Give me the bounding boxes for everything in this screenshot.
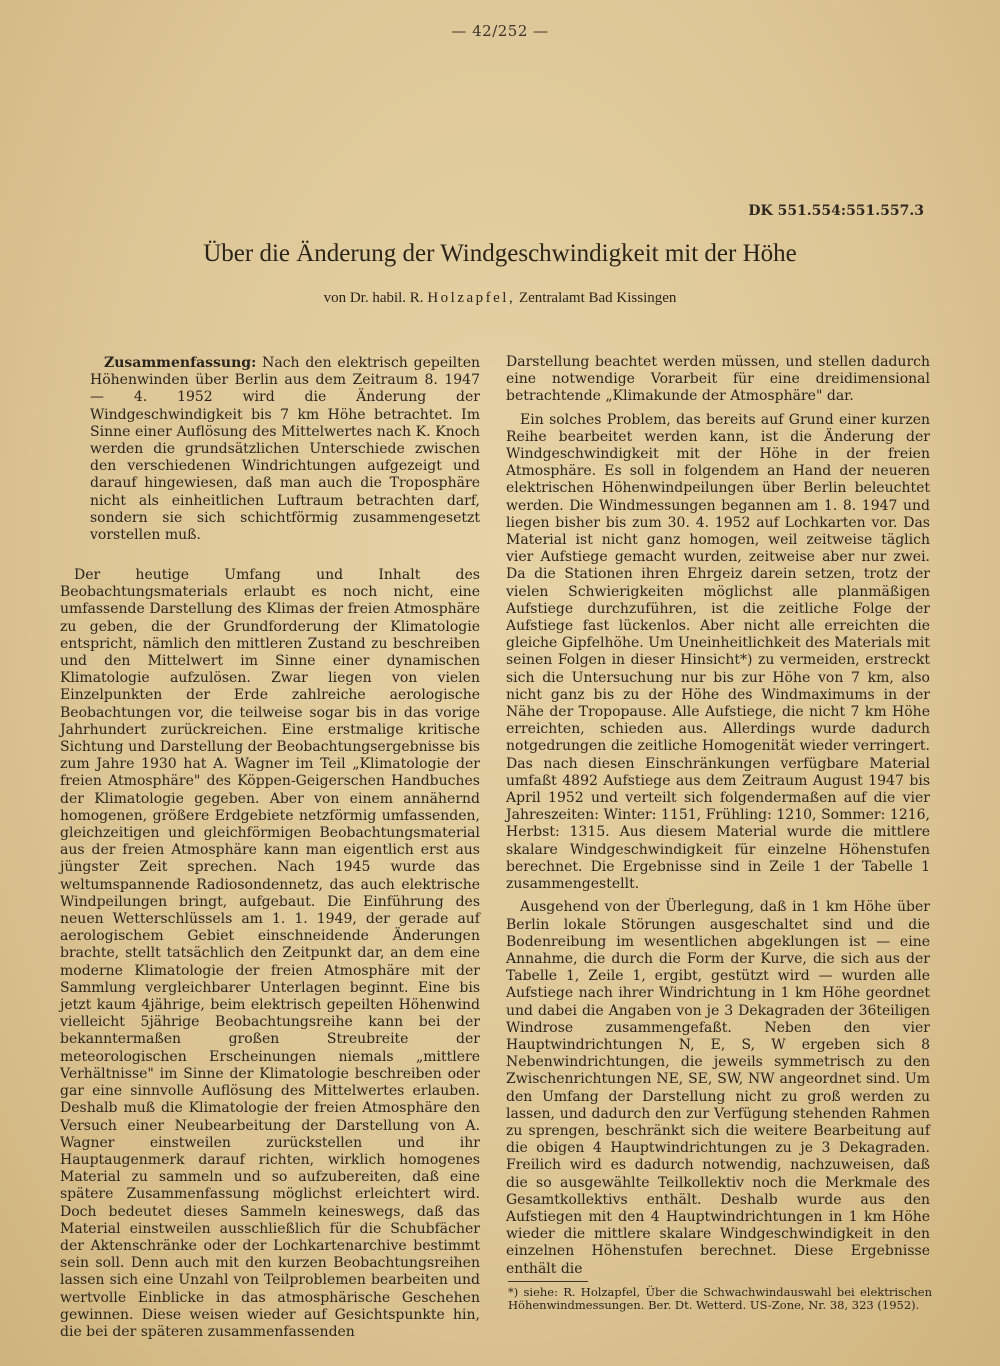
author-affiliation: Zentralamt Bad Kissingen (518, 290, 677, 306)
article-title: Über die Änderung der Windgeschwindigkeit mit der Höhe (203, 240, 797, 267)
author-prefix: von Dr. habil. R. (323, 290, 424, 306)
summary-block (60, 355, 480, 544)
author-line (0, 290, 1000, 307)
dk-classification: DK 551.554:551.557.3 (748, 203, 924, 219)
footnote-rule (508, 1281, 588, 1282)
footnote: *) siehe: R. Holzapfel, Über die Schwachwindauswahl bei elektrischen Höhenwindmessungen. Ber. Dt. Wetterd. US-Zone, Nr. 38, 323 (1952). (508, 1285, 932, 1312)
body-paragraph: Ein solches Problem, das bereits auf Grund einer kurzen Reihe bearbeitet werden kann, ist die Änderung der Windgeschwindigkeit mit der Höhe in der freien Atmosphäre. Es soll in folgendem an Hand der neueren elektrischen Höhenwindpeilungen über Berlin beleuchtet werden. Die Windmessungen begannen am 1. 8. 1947 und liegen bisher bis zum 30. 4. 1952 auf Lochkarten vor. Das Material ist nicht ganz homogen, weil zeitweise täglich vier Aufstiege gemacht wurden, zeitweise aber nur zwei. Da die Stationen ihren Ehrgeiz darein setzen, trotz der vielen Schwierigkeiten möglichst alle planmäßigen Aufstiege durchzuführen, ist die zeitliche Folge der Aufstiege fast lückenlos. Aber nicht alle erreichten die gleiche Gipfelhöhe. Um Uneinheitlichkeit des Materials mit seinen Folgen in dieser Hinsicht*) zu vermeiden, erstreckt sich die Untersuchung nur bis zur Höhe von 7 km, also nicht ganz bis zu der Höhe des Windmaximums in der Nähe der Tropopause. Alle Aufstiege, die nicht 7 km Höhe erreichten, schieden aus. Allerdings wurde dadurch notgedrungen die zeitliche Homogenität wieder verringert. Das nach diesen Einschränkungen verfügbare Material umfaßt 4892 Aufstiege aus dem Zeitraum August 1947 bis April 1952 und verteilt sich folgendermaßen auf die vier Jahreszeiten: Winter: 1151, Frühling: 1210, Sommer: 1216, Herbst: 1315. Aus diesem Material wurde die mittlere skalare Windgeschwindigkeit für einzelne Höhenstufen berechnet. Die Ergebnisse sind in Zeile 1 der Tabelle 1 zusammengestellt. (506, 411, 930, 893)
body-paragraph: Ausgehend von der Überlegung, daß in 1 km Höhe über Berlin lokale Störungen ausgeschaltet sind und die Bodenreibung im wesentlichen abgeklungen ist — eine Annahme, die durch die Form der Kurve, die sich aus der Tabelle 1, Zeile 1, ergibt, gestützt wird — wurden alle Aufstiege nach ihrer Windrichtung in 1 km Höhe geordnet und dabei die Angaben von je 3 Dekagraden der 36teiligen Windrose zusammengefaßt. Neben den vier Hauptwindrichtungen N, E, S, W ergeben sich 8 Nebenwindrichtungen, die jeweils symmetrisch zu den Zwischenrichtungen NE, SE, SW, NW angeordnet sind. Um den Umfang der Darstellung nicht zu groß werden zu lassen, und dadurch den zur Verfügung stehenden Rahmen zu sprengen, beschränkt sich die weitere Bearbeitung auf die obigen 4 Hauptwindrichtungen zu je 3 Dekagraden. Freilich wird es dadurch notwendig, nachzuweisen, daß die so ausgewählte Teilkollektiv noch die Merkmale des Gesamtkollektivs enthält. Deshalb wurde aus den Aufstiegen mit den 4 Hauptwindrichtungen in 1 km Höhe wieder die mittlere skalare Windgeschwindigkeit in den einzelnen Höhenstufen berechnet. Diese Ergebnisse enthält die (506, 899, 930, 1277)
summary-text: Nach den elektrisch gepeilten Höhenwinden über Berlin aus dem Zeitraum 8. 1947 — 4. 1952 wird die Änderung der Windgeschwindigkeit bis 7 km Höhe betrachtet. Im Sinne einer Auflösung des Mittelwertes nach K. Knoch werden die grundsätzlichen Unterschiede zwischen den verschiedenen Windrichtungen aufgezeigt und darauf hingewiesen, daß man auch die Troposphäre nicht als einheitlichen Luftraum betrachten darf, sondern sie sich schichtförmig zusammengesetzt vorstellen muß. (90, 355, 480, 544)
right-column (506, 354, 930, 1278)
summary-label: Zusammenfassung: (104, 355, 257, 371)
page-number: — 42/252 — (451, 22, 549, 40)
left-column (60, 567, 480, 1341)
author-name: Holzapfel, (427, 290, 516, 306)
body-paragraph: Der heutige Umfang und Inhalt des Beobachtungsmaterials erlaubt es noch nicht, eine umfassende Darstellung des Klimas der freien Atmosphäre zu geben, die der Grundforderung der Klimatologie entspricht, nämlich den mittleren Zustand zu beschreiben und den Mittelwert im Sinne einer dynamischen Klimatologie aufzulösen. Zwar liegen von vielen Einzelpunkten der Erde zahlreiche aerologische Beobachtungen vor, die teilweise sogar bis in das vorige Jahrhundert zurückreichen. Eine erstmalige kritische Sichtung und Darstellung der Beobachtungsergebnisse bis zum Jahre 1930 hat A. Wagner im Teil „Klimatologie der freien Atmosphäre" des Köppen-Geigerschen Handbuches der Klimatologie gegeben. Aber von einem annähernd homogenen, größere Erdgebiete netzförmig umfassenden, gleichzeitigen und gleichförmigen Beobachtungsmaterial aus der freien Atmosphäre kann man eigentlich erst aus jüngster Zeit sprechen. Nach 1945 wurde das weltumspannende Radiosondennetz, das auch elektrische Windpeilungen bringt, aufgebaut. Die Einführung des neuen Wetterschlüssels am 1. 1. 1949, der gerade auf aerologischem Gebiet einschneidende Änderungen brachte, stellt tatsächlich den Zeitpunkt dar, an dem eine moderne Klimatologie der freien Atmosphäre mit der Sammlung vergleichbarer Unterlagen beginnt. Eine bis jetzt kaum 4jährige, beim elektrisch gepeilten Höhenwind vielleicht 5jährige Beobachtungsreihe kann bei der bekanntermaßen großen Streubreite der meteorologischen Erscheinungen niemals „mittlere Verhältnisse" im Sinne der Klimatologie beschreiben oder gar eine sinnvolle Auflösung des Mittelwertes erlauben. Deshalb muß die Klimatologie der freien Atmosphäre den Versuch einer Neubearbeitung der Darstellung von A. Wagner einstweilen zurückstellen und ihr Hauptaugenmerk darauf richten, wirklich homogenes Material zu sammeln und so aufzubereiten, daß eine spätere Zusammenfassung möglichst erleichtert wird. Doch bedeutet dieses Sammeln keineswegs, daß das Material einstweilen ausschließlich für die Schubfächer der Aktenschränke oder der Lochkartenarchive bestimmt sein soll. Denn auch mit den kurzen Beobachtungsreihen lassen sich eine Unzahl von Teilproblemen bearbeiten und wertvolle Einblicke in das atmosphärische Geschehen gewinnen. Diese weisen wieder auf Gesichtspunkte hin, die bei der späteren zusammenfassenden (60, 567, 480, 1340)
body-paragraph: Darstellung beachtet werden müssen, und stellen dadurch eine notwendige Vorarbeit für eine dreidimensional betrachtende „Klimakunde der Atmosphäre" dar. (506, 354, 930, 405)
